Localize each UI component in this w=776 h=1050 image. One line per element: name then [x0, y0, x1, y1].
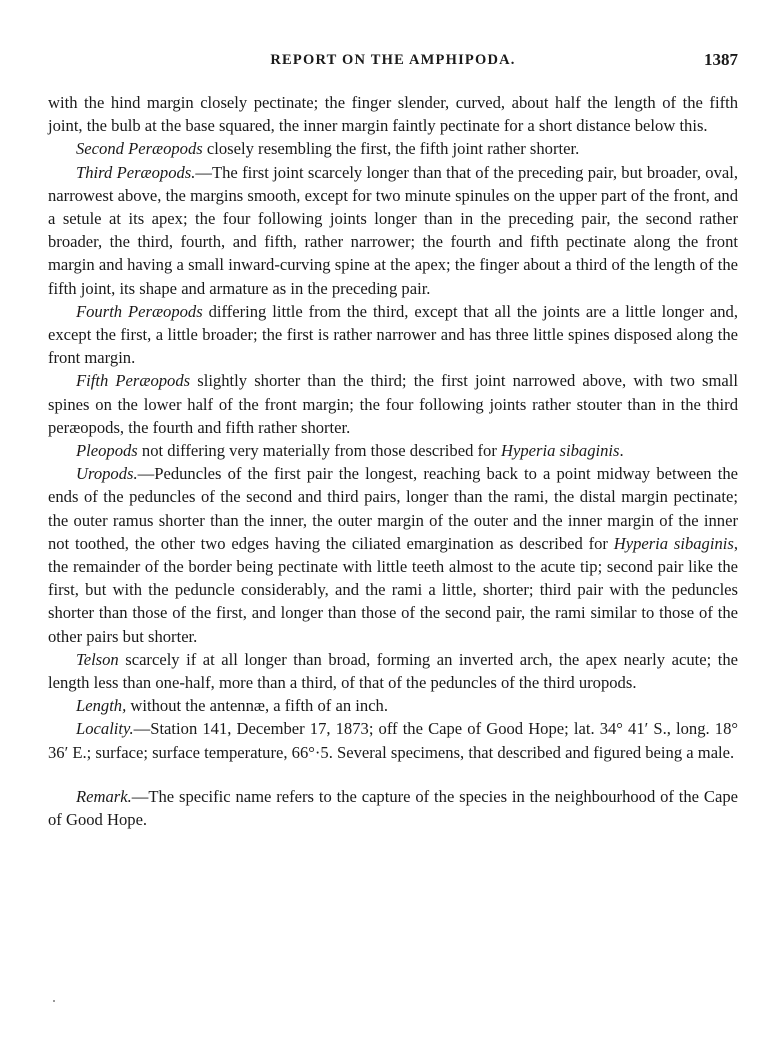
page-header — [48, 52, 738, 74]
paragraph-text: scarcely if at all longer than broad, forming an inverted arch, the apex nearly acute; the length less than one-half, more than a third, of that of the peduncles of the third uropods. — [48, 649, 738, 693]
paragraph-heading: Length, — [76, 696, 127, 716]
paragraph-text: not differing very materially from those described for — [137, 441, 502, 461]
paragraph-text: —The specific name refers to the capture of the species in the neighbourhood of the Cape of Good Hope. — [48, 786, 738, 830]
paragraph-text: with the hind margin closely pectinate; the finger slender, curved, about half the length of the fifth joint, the bulb at the base squared, the inner margin faintly pectinate for a short distance below this. — [48, 93, 738, 136]
paragraph-heading: Uropods. — [76, 464, 138, 484]
paragraph-fifth-peraeopods — [48, 369, 738, 439]
paragraph-tail: , the remainder of the border being pectinate with little teeth almost to the acute tip; second pair like the first, but with the peduncle considerably, and the rami a little, shorter; third pair with the peduncles shorter than those of the first, and longer than those of the second pair, the rami similar to those of the other pairs but shorter. — [48, 533, 738, 646]
paragraph-heading: Second Peræopods — [76, 139, 203, 159]
paragraph-locality — [48, 717, 738, 763]
paragraph-heading: Pleopods — [76, 441, 138, 461]
paragraph-text: —Station 141, December 17, 1873; off the Cape of Good Hope; lat. 34° 41′ S., long. 18° 36′ E.; surface; surface temperature, 66°·5. Several specimens, that described and figured being a male. — [48, 719, 738, 762]
body-text — [48, 91, 738, 831]
paragraph-first-peraeopods-continued — [48, 91, 738, 137]
paragraph-length — [48, 694, 738, 717]
paragraph-uropods — [48, 462, 738, 648]
paragraph-text: —The first joint scarcely longer than that of the preceding pair, but broader, oval, narrowest above, the margins smooth, except for two minute spinules on the upper part of the front, and a setule at its apex; the four following joints longer than in the preceding pair, the second rather broader, the third, fourth, and fifth, rather narrower; the fourth and fifth pectinate along the front margin and having a small inward-curving spine at the apex; the finger about a third of the length of the fifth joint, its shape and armature as in the preceding pair. — [48, 162, 738, 298]
paragraph-heading: Telson — [76, 649, 119, 669]
paragraph-heading: Fifth Peræopods — [76, 371, 191, 391]
paragraph-tail: . — [619, 441, 624, 461]
running-title: REPORT ON THE AMPHIPODA. — [270, 52, 516, 68]
paragraph-telson — [48, 648, 738, 694]
paragraph-remark — [48, 785, 738, 831]
species-name: Hyperia sibaginis — [501, 441, 620, 461]
paragraph-heading: Locality. — [76, 719, 134, 739]
paragraph-heading: Remark. — [76, 786, 132, 806]
paragraph-second-peraeopods — [48, 137, 738, 160]
paragraph-pleopods — [48, 439, 738, 462]
species-name: Hyperia sibaginis — [613, 533, 734, 553]
page-number: 1387 — [704, 50, 738, 69]
scan-speck — [53, 1000, 55, 1002]
paragraph-text: slightly shorter than the third; the first joint narrowed above, with two small spines on the lower half of the front margin; the four following joints rather stouter than in the third peræopods, the fourth and fifth rather shorter. — [48, 371, 738, 437]
paragraph-heading: Fourth Peræopods — [76, 301, 203, 321]
paragraph-heading: Third Peræopods. — [76, 162, 196, 182]
paragraph-text: differing little from the third, except that all the joints are a little longer and, except the first, a little broader; the first is rather narrower and has three little spines disposed along the front margin. — [48, 301, 739, 368]
paragraph-fourth-peraeopods — [48, 300, 738, 370]
paragraph-text: —Peduncles of the first pair the longest, reaching back to a point midway between the ends of the peduncles of the second and third pairs, longer than the rami, the distal margin pectinate; the outer ramus shorter than the inner, the outer margin of the outer and the inner margin of the inner not toothed, the other two edges having the ciliated emargination as described for — [48, 464, 738, 553]
paragraph-text: without the antennæ, a fifth of an inch. — [126, 696, 388, 716]
paragraph-third-peraeopods — [48, 161, 738, 300]
paragraph-text: closely resembling the first, the fifth joint rather shorter. — [202, 139, 580, 159]
